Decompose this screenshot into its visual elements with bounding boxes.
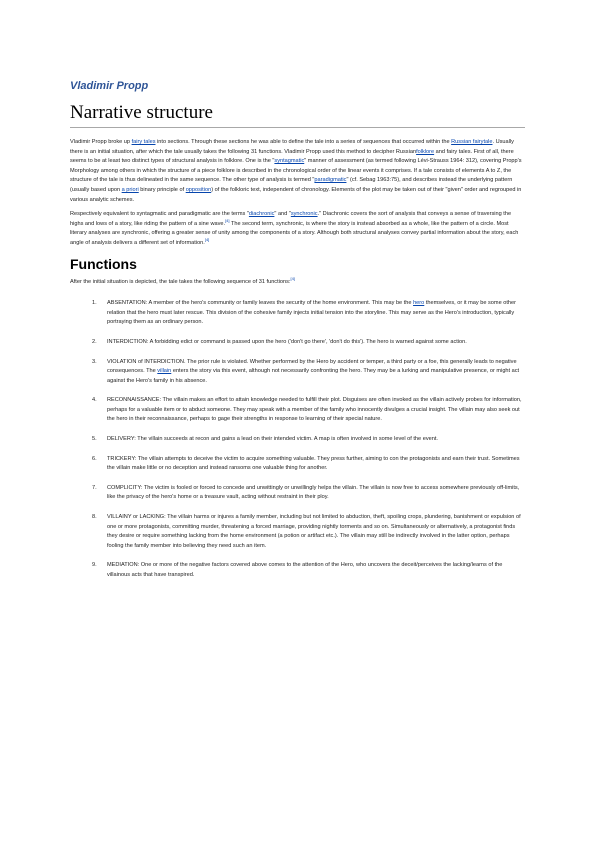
list-item: 9. MEDIATION: One or more of the negative factors covered above comes to the attention of the Hero, who uncovers the deceit/perceives the lacking/learns of the villainous acts that have transpired. (92, 562, 503, 578)
list-item: 3. VIOLATION of INTERDICTION. The prior rule is violated. Whether performed by the Hero by accident or temper, a third party or a foe, this generally leads to negative consequences. The villain enters the story via this event, although not necessarily confronting the hero. They may be a lurking and manipulative presence, or might act against the Hero's family in his absence. (92, 358, 520, 384)
list-item: 7. COMPLICITY: The victim is fooled or forced to concede and unwittingly or unwillingly helps the villain. The villain is now free to access somewhere previously off-limits, like the privacy of the hero's home or a treasure vault, acting without restraint in their ploy. (92, 484, 520, 501)
link-fairy-tales[interactable]: fairy tales (131, 139, 156, 145)
link-a-priori[interactable]: a priori (121, 186, 139, 193)
link-opposition[interactable]: opposition (185, 186, 212, 193)
functions-intro: After the initial situation is depicted, the tale takes the following sequence of 31 functions:[4] (70, 275, 295, 285)
link-synchronic[interactable]: synchronic (290, 211, 318, 218)
link-paradigmatic[interactable]: paradigmatic (314, 177, 347, 184)
list-item: 4. RECONNAISSANCE: The villain makes an effort to attain knowledge needed to fulfill their plot. Disguises are often invoked as the villain actively probes for information, perhaps for a valuable item or to abduct someone. They may speak with a member of the family who innocently divulges a crucial insight. The villain may also seek out the hero in their reconnaissance, perhaps to gage their strengths in response to learning of their special nature. (92, 397, 522, 423)
link-diachronic[interactable]: diachronic (248, 211, 275, 218)
list-item: 1. ABSENTATION: A member of the hero's community or family leaves the security of the home environment. This may be the hero themselves, or it may be some other relation that the hero must later rescue. This division of the cohesive family injects initial tension into the storyline. This may serve as the Hero's introduction, typically portraying them as an ordinary person. (92, 300, 516, 326)
list-item: 6. TRICKERY: The villain attempts to deceive the victim to acquire something valuable. They press further, aiming to con the protagonists and earn their trust. Sometimes the villain make little or no deception and instead ransoms one valuable thing for another. (92, 455, 520, 472)
citation-sup[interactable]: [4] (290, 275, 295, 281)
list-item: 5. DELIVERY: The villain succeeds at recon and gains a lead on their intended victim. A map is often involved in some level of the event. (92, 436, 438, 443)
intro-paragraph-2: Respectively equivalent to syntagmatic and paradigmatic are the terms "diachronic" and "synchronic." Diachronic covers the sort of analysis that conveys a sense of traversing the highs and lows of a story, like riding the pattern of a sine wave.[4] The second term, synchronic, is where the story is instead absorbed as a whole, like the pattern of a circle. Most literary analyses are synchronic, offering a greater sense of unity among the components of a story. Although both structural analyses convey partial information about the story, each angle of analysis delivers a different set of information.[4] (70, 211, 519, 246)
section-heading-functions: Functions (70, 255, 137, 272)
author-heading: Vladimir Propp (70, 80, 149, 92)
link-syntagmatic[interactable]: syntagmatic (274, 158, 305, 165)
link-folklore[interactable]: folklore (416, 148, 435, 155)
link-russian-fairytale[interactable]: Russian fairytale (451, 139, 493, 145)
citation-sup[interactable]: [4] (204, 237, 210, 243)
functions-list (70, 299, 525, 580)
link-hero[interactable]: hero (413, 300, 425, 307)
list-item: 2. INTERDICTION: A forbidding edict or command is passed upon the hero ('don't go there', 'don't do this'). The hero is warned against some action. (92, 338, 467, 345)
intro-paragraph-1: Vladimir Propp broke up fairy tales into sections. Through these sections he was able to define the tale into a series of sequences that occurred within the Russian fairytale. Usually there is an initial situation, after which the tale usually takes the following 31 functions. Vladimir Propp used this method to decipher Russianfolklore and fairy tales. First of all, there seems to be at least two distinct types of structural analysis in folklore. One is the "syntagmatic" manner of assessment (as termed following Lévi-Strauss 1964: 312), covering Propp's Morphology among others in which the structure of a piece folklore is described in the chronological order of the linear events it comprises. If a tale consists of elements A to Z, the structure of the tale is thus delineated in the same sequence. The other type of analysis is termed "paradigmatic" (cf. Sebag 1963:75), and describes instead the underlying pattern (usually based upon a priori binary principle of opposition) of the folkloric text, independent of chronology. Elements of the plot may be taken out of their "given" order and regrouped in various analytic schemes. (70, 139, 522, 203)
page-title: Narrative structure (70, 102, 525, 128)
article-body (70, 138, 525, 591)
link-villain[interactable]: villain (157, 368, 172, 375)
list-item: 8. VILLAINY or LACKING: The villain harms or injures a family member, including but not limited to abduction, theft, spoiling crops, plundering, banishment or expulsion of one or more protagonists, committing murder, threatening a forced marriage, providing nightly torments and so on. Simultaneously or alternatively, a protagonist finds they desire or require something lacking from the home environment (a potion or artifact etc.). The villain may still be indirectly involved in the latter option, perhaps fooling the family member into believing they need such an item. (92, 514, 521, 549)
citation-sup[interactable]: [4] (225, 217, 230, 223)
